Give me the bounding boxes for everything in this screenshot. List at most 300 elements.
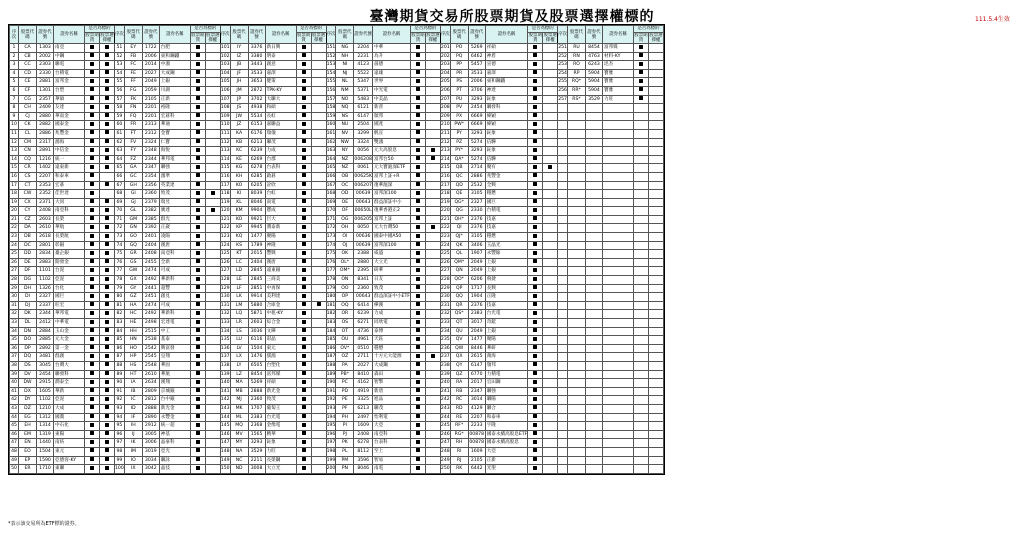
options-cell — [543, 353, 558, 362]
futures-cell — [190, 465, 205, 474]
stock-code-cell: 2352 — [37, 190, 54, 199]
name-cell: 大亞 — [485, 447, 528, 456]
target-mark-icon — [302, 45, 306, 49]
target-mark-icon — [533, 156, 537, 160]
target-mark-icon — [90, 199, 94, 203]
stock-code-cell: 3325 — [354, 396, 373, 405]
futures-cell — [528, 147, 543, 156]
code-cell: JP — [230, 95, 248, 104]
target-mark-icon — [416, 96, 420, 100]
code-cell: OU — [336, 336, 354, 345]
code-cell — [567, 319, 585, 328]
name-cell: 穩懋 — [485, 233, 528, 242]
name-cell: 新光金 — [265, 387, 296, 396]
seq-cell — [558, 198, 568, 207]
seq-cell: 52 — [115, 52, 125, 61]
target-mark-icon — [105, 62, 109, 66]
futures-cell — [633, 215, 648, 224]
header-futures: 股票期貨 — [528, 33, 542, 43]
options-cell — [311, 284, 326, 293]
futures-cell — [410, 284, 425, 293]
options-cell — [543, 404, 558, 413]
options-cell — [100, 404, 115, 413]
name-cell: 元大寶滬深ETF — [372, 164, 410, 173]
options-cell — [100, 164, 115, 173]
name-cell: 潤泰全 — [54, 379, 85, 388]
code-cell: MA — [230, 379, 248, 388]
futures-cell — [633, 112, 648, 121]
code-cell: QI — [450, 224, 468, 233]
options-cell — [648, 44, 663, 53]
code-cell: PW* — [450, 121, 468, 130]
options-cell — [205, 224, 220, 233]
futures-cell — [528, 336, 543, 345]
target-mark-icon — [196, 294, 200, 298]
code-cell: NI — [336, 61, 354, 70]
options-cell — [648, 215, 663, 224]
futures-cell — [296, 61, 311, 70]
options-cell — [100, 250, 115, 259]
options-cell — [205, 86, 220, 95]
futures-cell — [528, 319, 543, 328]
stock-code-cell: 2542 — [142, 344, 159, 353]
stock-code-cell: 2105 — [142, 95, 159, 104]
code-cell: KM — [230, 207, 248, 216]
stock-code-cell: 8454 — [585, 44, 602, 53]
name-cell: 金寶 — [159, 129, 190, 138]
futures-cell — [296, 361, 311, 370]
target-mark-icon — [302, 182, 306, 186]
stock-code-cell: 2049 — [468, 327, 485, 336]
seq-cell: 232 — [440, 310, 450, 319]
stock-code-cell: 2392 — [142, 224, 159, 233]
target-mark-icon — [196, 345, 200, 349]
seq-cell — [558, 241, 568, 250]
options-cell — [100, 78, 115, 87]
name-cell: 正新 — [485, 456, 528, 465]
options-cell — [543, 396, 558, 405]
stock-code-cell: 1101 — [37, 267, 54, 276]
target-mark-icon — [302, 208, 306, 212]
target-mark-icon — [196, 440, 200, 444]
seq-cell: 22 — [10, 224, 19, 233]
futures-cell — [296, 301, 311, 310]
seq-cell: 173 — [326, 233, 336, 242]
name-cell: 台郡 — [265, 155, 296, 164]
code-cell — [567, 387, 585, 396]
options-cell — [205, 181, 220, 190]
options-cell — [543, 413, 558, 422]
name-cell: 潤泰新 — [265, 224, 296, 233]
futures-cell — [85, 104, 100, 113]
options-cell — [425, 121, 440, 130]
futures-cell — [410, 465, 425, 474]
code-cell: NQ — [336, 104, 354, 113]
name-cell — [602, 138, 633, 147]
seq-cell: 76 — [115, 258, 125, 267]
options-cell — [425, 112, 440, 121]
table-row — [10, 129, 664, 138]
code-cell: DA — [19, 224, 37, 233]
target-mark-icon — [639, 87, 643, 91]
futures-cell — [85, 284, 100, 293]
futures-cell — [410, 301, 425, 310]
futures-cell — [633, 104, 648, 113]
options-cell — [205, 258, 220, 267]
code-cell: DH — [19, 284, 37, 293]
stock-code-cell — [585, 456, 602, 465]
target-mark-icon — [302, 277, 306, 281]
futures-cell — [528, 138, 543, 147]
seq-cell: 71 — [115, 215, 125, 224]
target-mark-icon — [302, 362, 306, 366]
stock-code-cell: 0061 — [354, 164, 373, 173]
stock-code-cell: 2880 — [354, 258, 373, 267]
seq-cell — [558, 104, 568, 113]
futures-cell — [633, 336, 648, 345]
name-cell: 漢唐 — [265, 258, 296, 267]
target-mark-icon — [416, 113, 420, 117]
code-cell: LS — [230, 327, 248, 336]
stock-code-cell: 2834 — [37, 250, 54, 259]
seq-cell: 15 — [10, 164, 19, 173]
target-mark-icon — [105, 199, 109, 203]
seq-cell: 92 — [115, 396, 125, 405]
target-mark-icon — [196, 302, 200, 306]
seq-cell: 193 — [326, 404, 336, 413]
target-mark-icon — [105, 122, 109, 126]
options-cell — [425, 241, 440, 250]
options-cell — [311, 181, 326, 190]
options-cell — [648, 207, 663, 216]
seq-cell: 137 — [220, 353, 230, 362]
stock-code-cell: 5347 — [354, 78, 373, 87]
code-cell: QV — [450, 336, 468, 345]
code-cell: CS — [19, 172, 37, 181]
futures-cell — [85, 310, 100, 319]
seq-cell: 186 — [326, 344, 336, 353]
target-mark-icon — [196, 156, 200, 160]
name-cell: 明泰 — [265, 52, 296, 61]
stock-code-cell: 2492 — [142, 310, 159, 319]
options-cell — [543, 190, 558, 199]
seq-cell: 143 — [220, 404, 230, 413]
seq-cell — [558, 327, 568, 336]
name-cell — [602, 319, 633, 328]
seq-cell: 5 — [10, 78, 19, 87]
options-cell — [205, 61, 220, 70]
seq-cell: 234 — [440, 327, 450, 336]
stock-code-cell: 3034 — [142, 456, 159, 465]
stock-code-cell — [585, 129, 602, 138]
futures-cell — [410, 172, 425, 181]
seq-cell: 6 — [10, 86, 19, 95]
seq-cell: 74 — [115, 241, 125, 250]
futures-cell — [410, 310, 425, 319]
code-cell — [567, 198, 585, 207]
seq-cell: 213 — [440, 147, 450, 156]
options-cell — [311, 233, 326, 242]
futures-cell — [633, 258, 648, 267]
name-cell: 國泰中國A50 — [372, 233, 410, 242]
seq-cell: 109 — [220, 112, 230, 121]
futures-cell — [296, 181, 311, 190]
code-cell: PS — [450, 78, 468, 87]
stock-code-cell: 2348 — [142, 147, 159, 156]
seq-cell: 108 — [220, 104, 230, 113]
futures-cell — [410, 95, 425, 104]
seq-cell: 224 — [440, 241, 450, 250]
options-cell — [100, 95, 115, 104]
target-mark-icon — [196, 311, 200, 315]
seq-cell: 95 — [115, 422, 125, 431]
options-cell — [425, 284, 440, 293]
stock-code-cell: 2207 — [37, 172, 54, 181]
code-cell: QS* — [450, 310, 468, 319]
futures-cell — [85, 181, 100, 190]
options-cell — [205, 44, 220, 53]
options-cell — [100, 344, 115, 353]
table-row — [10, 250, 664, 259]
code-cell: FG — [124, 86, 142, 95]
futures-cell — [633, 129, 648, 138]
code-cell: OH — [336, 224, 354, 233]
seq-cell: 70 — [115, 207, 125, 216]
seq-cell: 37 — [10, 353, 19, 362]
target-mark-icon — [90, 139, 94, 143]
stock-code-cell: 5269 — [248, 379, 265, 388]
seq-cell: 216 — [440, 172, 450, 181]
futures-cell — [633, 310, 648, 319]
futures-cell — [528, 215, 543, 224]
seq-cell: 249 — [440, 456, 450, 465]
seq-cell: 93 — [115, 404, 125, 413]
name-cell: 富邦深100 — [372, 190, 410, 199]
code-cell: LV — [230, 344, 248, 353]
seq-cell: 115 — [220, 164, 230, 173]
target-mark-icon — [302, 87, 306, 91]
code-cell: DW — [19, 379, 37, 388]
name-cell: 東聯 — [54, 465, 85, 474]
target-mark-icon — [416, 311, 420, 315]
seq-cell — [558, 344, 568, 353]
name-cell: 寶雅 — [602, 86, 633, 95]
target-mark-icon — [211, 208, 215, 212]
futures-cell — [190, 190, 205, 199]
name-cell: 大同 — [54, 198, 85, 207]
futures-cell — [190, 422, 205, 431]
header-options: 股票選擇權 — [426, 33, 440, 43]
futures-cell — [633, 181, 648, 190]
options-cell — [205, 387, 220, 396]
target-mark-icon — [302, 70, 306, 74]
code-cell: PI — [336, 422, 354, 431]
futures-cell — [296, 284, 311, 293]
options-cell — [543, 276, 558, 285]
seq-cell: 188 — [326, 361, 336, 370]
code-cell: OG — [336, 215, 354, 224]
seq-cell: 117 — [220, 181, 230, 190]
name-cell: 永豐金 — [159, 413, 190, 422]
name-cell — [602, 422, 633, 431]
target-mark-icon — [416, 53, 420, 57]
code-cell: NJ — [336, 69, 354, 78]
options-cell — [100, 387, 115, 396]
seq-cell: 231 — [440, 301, 450, 310]
code-cell: OZ — [336, 353, 354, 362]
futures-cell — [296, 86, 311, 95]
code-cell: NC — [230, 456, 248, 465]
target-mark-icon — [416, 182, 420, 186]
futures-cell — [190, 336, 205, 345]
target-mark-icon — [196, 259, 200, 263]
stock-target-table — [8, 24, 665, 475]
name-cell: 宏碁 — [54, 181, 85, 190]
target-mark-icon — [90, 354, 94, 358]
stock-code-cell: 006207 — [354, 181, 373, 190]
futures-cell — [190, 447, 205, 456]
options-cell — [648, 147, 663, 156]
target-mark-icon — [90, 45, 94, 49]
options-cell — [648, 301, 663, 310]
stock-code-cell: 2892 — [37, 344, 54, 353]
code-cell: FC — [124, 61, 142, 70]
code-cell: FE — [124, 69, 142, 78]
code-cell: RJ — [450, 456, 468, 465]
target-mark-icon — [196, 173, 200, 177]
futures-cell — [633, 404, 648, 413]
seq-cell: 118 — [220, 190, 230, 199]
options-cell — [205, 104, 220, 113]
target-mark-icon — [196, 130, 200, 134]
stock-code-cell: 1440 — [37, 439, 54, 448]
stock-code-cell: 2884 — [37, 327, 54, 336]
seq-cell: 124 — [220, 241, 230, 250]
header-code: 股票代碼 — [230, 26, 248, 44]
seq-cell: 218 — [440, 190, 450, 199]
code-cell: DO — [19, 336, 37, 345]
futures-cell — [296, 439, 311, 448]
target-mark-icon — [90, 414, 94, 418]
name-cell: 南亞科 — [159, 250, 190, 259]
code-cell: IA — [124, 379, 142, 388]
code-cell — [567, 276, 585, 285]
stock-code-cell: 2498 — [142, 319, 159, 328]
name-cell: 東元 — [265, 344, 296, 353]
name-cell: 台肥 — [159, 44, 190, 53]
name-cell: 合庫金 — [265, 301, 296, 310]
seq-cell: 255 — [558, 78, 568, 87]
code-cell: LF — [230, 284, 248, 293]
seq-cell: 61 — [115, 129, 125, 138]
seq-cell: 203 — [440, 61, 450, 70]
name-cell — [602, 267, 633, 276]
target-mark-icon — [416, 122, 420, 126]
stock-code-cell — [585, 447, 602, 456]
code-cell: PT — [450, 86, 468, 95]
seq-cell: 88 — [115, 361, 125, 370]
name-cell: 創見 — [159, 293, 190, 302]
code-cell: CT — [19, 181, 37, 190]
stock-code-cell — [585, 258, 602, 267]
code-cell: EN — [19, 439, 37, 448]
futures-cell — [296, 69, 311, 78]
stock-code-cell: 00639 — [354, 190, 373, 199]
target-mark-icon — [533, 53, 537, 57]
code-cell: MV — [230, 430, 248, 439]
target-mark-icon — [90, 371, 94, 375]
target-mark-icon — [302, 62, 306, 66]
futures-cell — [633, 370, 648, 379]
name-cell: 富邦媒 — [265, 370, 296, 379]
stock-code-cell: 2603 — [248, 319, 265, 328]
options-cell — [311, 112, 326, 121]
futures-cell — [633, 86, 648, 95]
stock-code-cell: 9914 — [248, 293, 265, 302]
name-cell — [602, 224, 633, 233]
code-cell: EO — [19, 447, 37, 456]
target-mark-icon — [105, 345, 109, 349]
name-cell — [602, 284, 633, 293]
futures-cell — [85, 327, 100, 336]
seq-cell: 65 — [115, 164, 125, 173]
futures-cell — [633, 413, 648, 422]
seq-cell: 206 — [440, 86, 450, 95]
target-mark-icon — [196, 242, 200, 246]
seq-cell: 94 — [115, 413, 125, 422]
options-cell — [543, 86, 558, 95]
seq-cell: 174 — [326, 241, 336, 250]
target-mark-icon — [302, 302, 306, 306]
futures-cell — [190, 95, 205, 104]
stock-code-cell: 2890 — [142, 413, 159, 422]
code-cell: RQ* — [567, 78, 585, 87]
target-mark-icon — [196, 122, 200, 126]
code-cell: DC — [19, 241, 37, 250]
name-cell: 永豐餘 — [485, 250, 528, 259]
seq-cell: 4 — [10, 69, 19, 78]
code-cell: NL — [336, 78, 354, 87]
target-mark-icon — [533, 362, 537, 366]
stock-code-cell — [585, 121, 602, 130]
options-cell — [543, 69, 558, 78]
target-mark-icon — [90, 448, 94, 452]
seq-cell: 154 — [326, 69, 336, 78]
seq-cell: 91 — [115, 387, 125, 396]
code-cell — [567, 181, 585, 190]
futures-cell — [296, 267, 311, 276]
stock-code-cell: 1609 — [468, 447, 485, 456]
seq-cell: 179 — [326, 284, 336, 293]
target-mark-icon — [90, 130, 94, 134]
options-cell — [425, 104, 440, 113]
futures-cell — [633, 353, 648, 362]
seq-cell: 239 — [440, 370, 450, 379]
options-cell — [543, 439, 558, 448]
name-cell: 精華 — [265, 430, 296, 439]
target-mark-icon — [302, 328, 306, 332]
stock-code-cell: 5904 — [585, 69, 602, 78]
code-cell: OV* — [336, 344, 354, 353]
code-cell: CG — [19, 95, 37, 104]
header-stock-code: 證券代號 — [37, 26, 54, 44]
options-cell — [648, 267, 663, 276]
code-cell: PD — [336, 387, 354, 396]
seq-cell: 219 — [440, 198, 450, 207]
code-cell — [567, 190, 585, 199]
target-mark-icon — [533, 294, 537, 298]
name-cell: 英業達 — [159, 181, 190, 190]
